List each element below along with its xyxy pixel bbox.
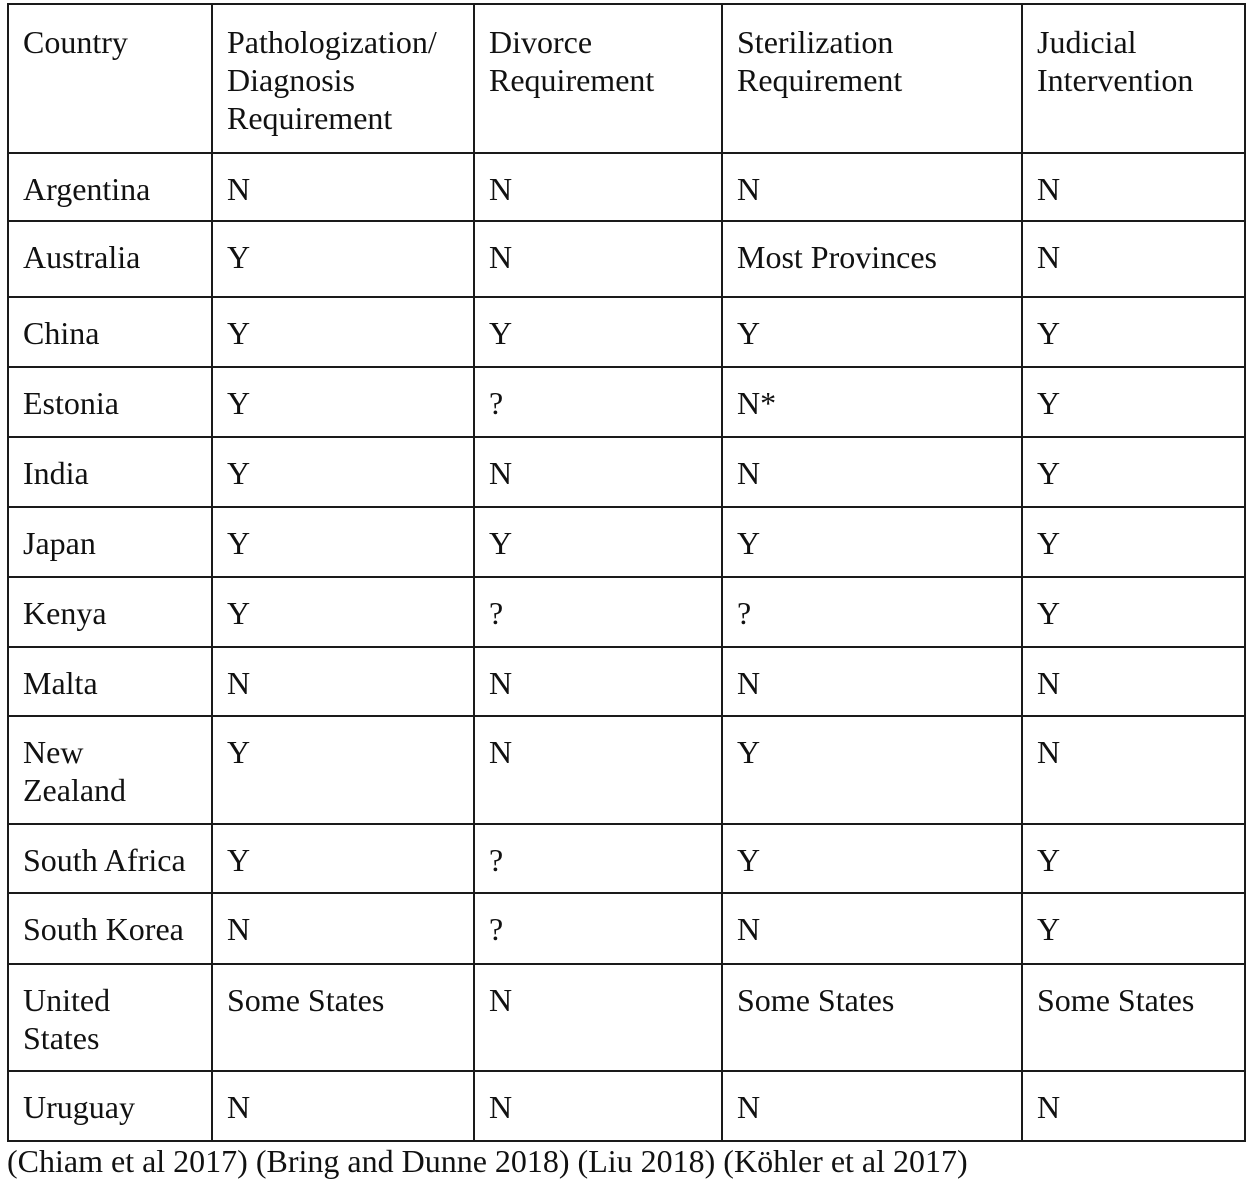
cell-divorce: ? xyxy=(474,577,722,647)
cell-judicial: Y xyxy=(1022,507,1245,577)
cell-country: China xyxy=(8,297,212,367)
cell-sterilization: N xyxy=(722,153,1022,221)
cell-pathologization: N xyxy=(212,647,474,716)
cell-pathologization: Y xyxy=(212,221,474,297)
cell-divorce: Y xyxy=(474,297,722,367)
cell-divorce: N xyxy=(474,437,722,507)
cell-sterilization: Y xyxy=(722,297,1022,367)
cell-pathologization: Y xyxy=(212,577,474,647)
cell-judicial: Y xyxy=(1022,893,1245,964)
cell-judicial: N xyxy=(1022,647,1245,716)
cell-pathologization: Y xyxy=(212,824,474,893)
cell-divorce: N xyxy=(474,647,722,716)
table-row xyxy=(8,647,1245,716)
table-row xyxy=(8,893,1245,964)
cell-sterilization: N xyxy=(722,893,1022,964)
citation-text: (Chiam et al 2017) (Bring and Dunne 2018) (Liu 2018) (Köhler et al 2017) xyxy=(7,1143,968,1179)
cell-country: United States xyxy=(8,964,212,1071)
cell-divorce: ? xyxy=(474,367,722,437)
header-judicial: Judicial Intervention xyxy=(1022,4,1245,153)
comparison-table-container xyxy=(7,3,1246,1142)
header-sterilization: Sterilization Requirement xyxy=(722,4,1022,153)
cell-judicial: N xyxy=(1022,221,1245,297)
cell-pathologization: N xyxy=(212,1071,474,1141)
cell-divorce: N xyxy=(474,153,722,221)
header-pathologization: Pathologization/ Diagnosis Requirement xyxy=(212,4,474,153)
cell-judicial: N xyxy=(1022,153,1245,221)
cell-pathologization: Y xyxy=(212,716,474,824)
cell-sterilization: Y xyxy=(722,507,1022,577)
cell-judicial: Y xyxy=(1022,297,1245,367)
cell-judicial: Y xyxy=(1022,824,1245,893)
cell-sterilization: N xyxy=(722,1071,1022,1141)
cell-sterilization: Y xyxy=(722,824,1022,893)
cell-divorce: N xyxy=(474,1071,722,1141)
cell-sterilization: N xyxy=(722,437,1022,507)
cell-country: South Korea xyxy=(8,893,212,964)
cell-judicial: Some States xyxy=(1022,964,1245,1071)
cell-pathologization: Some States xyxy=(212,964,474,1071)
cell-judicial: N xyxy=(1022,1071,1245,1141)
cell-pathologization: N xyxy=(212,893,474,964)
cell-pathologization: Y xyxy=(212,507,474,577)
table-row xyxy=(8,716,1245,824)
cell-divorce: Y xyxy=(474,507,722,577)
cell-divorce: ? xyxy=(474,824,722,893)
cell-judicial: N xyxy=(1022,716,1245,824)
cell-divorce: N xyxy=(474,964,722,1071)
cell-sterilization: ? xyxy=(722,577,1022,647)
cell-sterilization: N* xyxy=(722,367,1022,437)
cell-sterilization: Y xyxy=(722,716,1022,824)
cell-divorce: ? xyxy=(474,893,722,964)
header-country: Country xyxy=(8,4,212,153)
cell-judicial: Y xyxy=(1022,577,1245,647)
table-row xyxy=(8,824,1245,893)
cell-sterilization: N xyxy=(722,647,1022,716)
cell-judicial: Y xyxy=(1022,367,1245,437)
table-row xyxy=(8,437,1245,507)
cell-sterilization: Some States xyxy=(722,964,1022,1071)
cell-country: New Zealand xyxy=(8,716,212,824)
cell-country: Estonia xyxy=(8,367,212,437)
cell-judicial: Y xyxy=(1022,437,1245,507)
header-divorce: Divorce Requirement xyxy=(474,4,722,153)
cell-sterilization: Most Provinces xyxy=(722,221,1022,297)
table-header-row xyxy=(8,4,1245,153)
table-row xyxy=(8,153,1245,221)
cell-country: Kenya xyxy=(8,577,212,647)
cell-country: Argentina xyxy=(8,153,212,221)
cell-country: Uruguay xyxy=(8,1071,212,1141)
country-requirements-table xyxy=(7,3,1246,1142)
cell-pathologization: N xyxy=(212,153,474,221)
cell-country: Japan xyxy=(8,507,212,577)
cell-country: India xyxy=(8,437,212,507)
table-row xyxy=(8,577,1245,647)
cell-pathologization: Y xyxy=(212,297,474,367)
table-row xyxy=(8,1071,1245,1141)
table-row xyxy=(8,964,1245,1071)
cell-divorce: N xyxy=(474,716,722,824)
cell-pathologization: Y xyxy=(212,437,474,507)
table-row xyxy=(8,367,1245,437)
cell-country: South Africa xyxy=(8,824,212,893)
table-row xyxy=(8,507,1245,577)
cell-country: Malta xyxy=(8,647,212,716)
table-row xyxy=(8,297,1245,367)
table-row xyxy=(8,221,1245,297)
cell-country: Australia xyxy=(8,221,212,297)
cell-pathologization: Y xyxy=(212,367,474,437)
cell-divorce: N xyxy=(474,221,722,297)
